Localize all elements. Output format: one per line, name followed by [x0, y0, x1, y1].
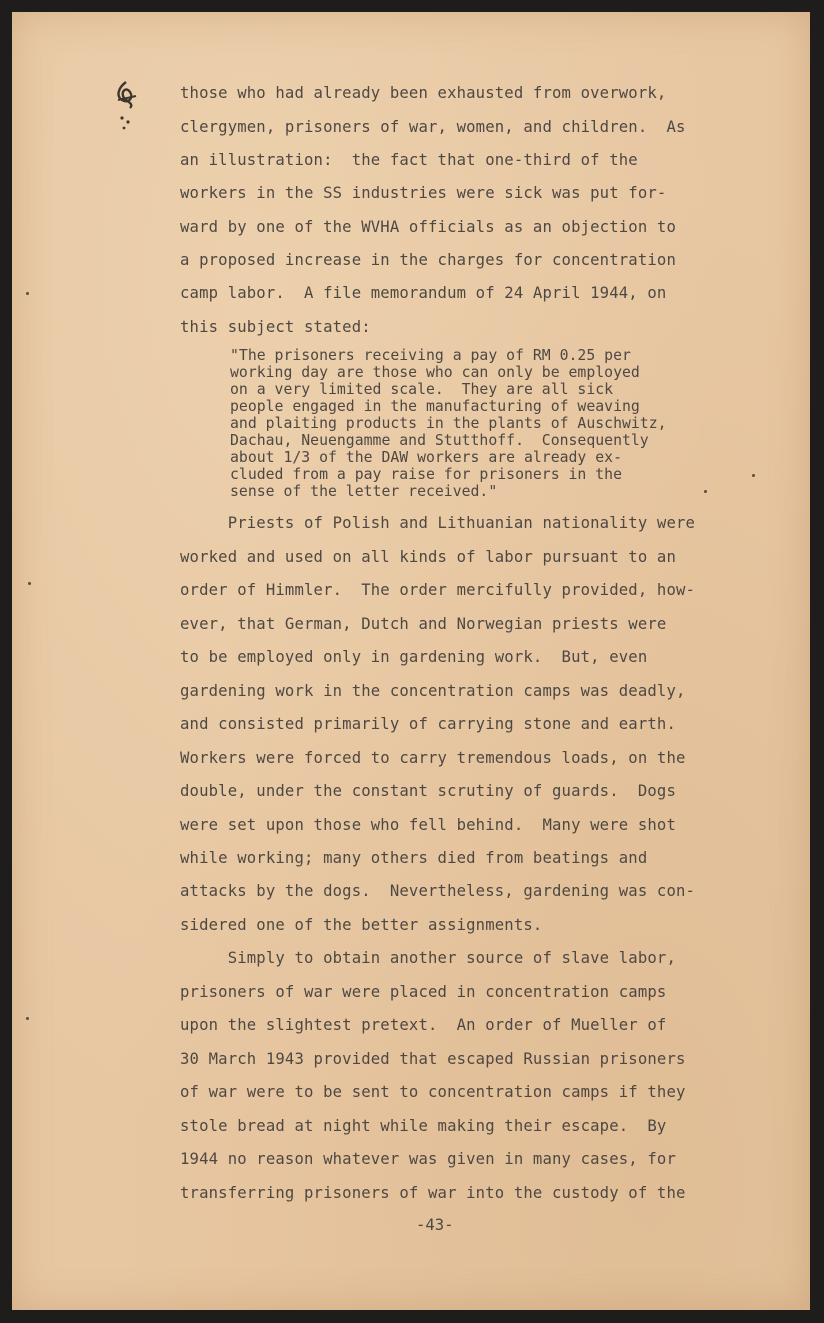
quote-line: Dachau, Neuengamme and Stutthoff. Consequently — [230, 432, 649, 449]
quote-line: people engaged in the manufacturing of weaving — [230, 398, 640, 415]
text-line: an illustration: the fact that one-third of the — [180, 151, 638, 169]
paper-speck — [704, 490, 707, 493]
text-line: Priests of Polish and Lithuanian nationality were — [180, 514, 696, 532]
text-line: clergymen, prisoners of war, women, and children. As — [180, 118, 686, 136]
text-line: ward by one of the WVHA officials as an objection to — [180, 218, 676, 236]
quote-line: on a very limited scale. They are all sick — [230, 381, 614, 398]
text-line: while working; many others died from beatings and — [180, 849, 648, 867]
quote-line: "The prisoners receiving a pay of RM 0.25 per — [230, 347, 631, 364]
text-line: transferring prisoners of war into the custody of the — [180, 1184, 686, 1202]
text-line: sidered one of the better assignments. — [180, 916, 543, 934]
document-page — [12, 12, 810, 1310]
text-line: to be employed only in gardening work. But, even — [180, 648, 648, 666]
text-line: this subject stated: — [180, 318, 371, 336]
text-line: and consisted primarily of carrying stone and earth. — [180, 715, 676, 733]
text-line: worked and used on all kinds of labor pursuant to an — [180, 548, 676, 566]
text-line: camp labor. A file memorandum of 24 April 1944, on — [180, 284, 667, 302]
text-line: were set upon those who fell behind. Many were shot — [180, 816, 676, 834]
text-line: stole bread at night while making their escape. By — [180, 1117, 667, 1135]
page-number: -43- — [416, 1216, 454, 1234]
text-line: workers in the SS industries were sick was put for- — [180, 184, 667, 202]
quote-line: and plaiting products in the plants of Auschwitz, — [230, 415, 667, 432]
text-line: gardening work in the concentration camps was deadly, — [180, 682, 686, 700]
quote-line: working day are those who can only be employed — [230, 364, 640, 381]
text-line: 30 March 1943 provided that escaped Russian prisoners — [180, 1050, 686, 1068]
text-line: 1944 no reason whatever was given in many cases, for — [180, 1150, 676, 1168]
text-line: upon the slightest pretext. An order of Mueller of — [180, 1016, 667, 1034]
paper-speck — [28, 582, 31, 585]
quote-line: cluded from a pay raise for prisoners in the — [230, 466, 622, 483]
text-line: Simply to obtain another source of slave labor, — [180, 949, 676, 967]
paper-speck — [26, 1017, 29, 1020]
text-line: ever, that German, Dutch and Norwegian priests were — [180, 615, 667, 633]
text-line: of war were to be sent to concentration camps if they — [180, 1083, 686, 1101]
text-line: those who had already been exhausted from overwork, — [180, 84, 667, 102]
text-line: Workers were forced to carry tremendous loads, on the — [180, 749, 686, 767]
quote-line: sense of the letter received." — [230, 483, 498, 500]
text-line: order of Himmler. The order mercifully provided, how- — [180, 581, 696, 599]
text-line: double, under the constant scrutiny of guards. Dogs — [180, 782, 676, 800]
text-line: prisoners of war were placed in concentration camps — [180, 983, 667, 1001]
text-line: attacks by the dogs. Nevertheless, gardening was con- — [180, 882, 696, 900]
paper-speck — [26, 292, 29, 295]
paper-speck — [752, 474, 755, 477]
text-line: a proposed increase in the charges for concentration — [180, 251, 676, 269]
quote-line: about 1/3 of the DAW workers are already ex- — [230, 449, 622, 466]
margin-handwritten-mark — [112, 78, 142, 142]
